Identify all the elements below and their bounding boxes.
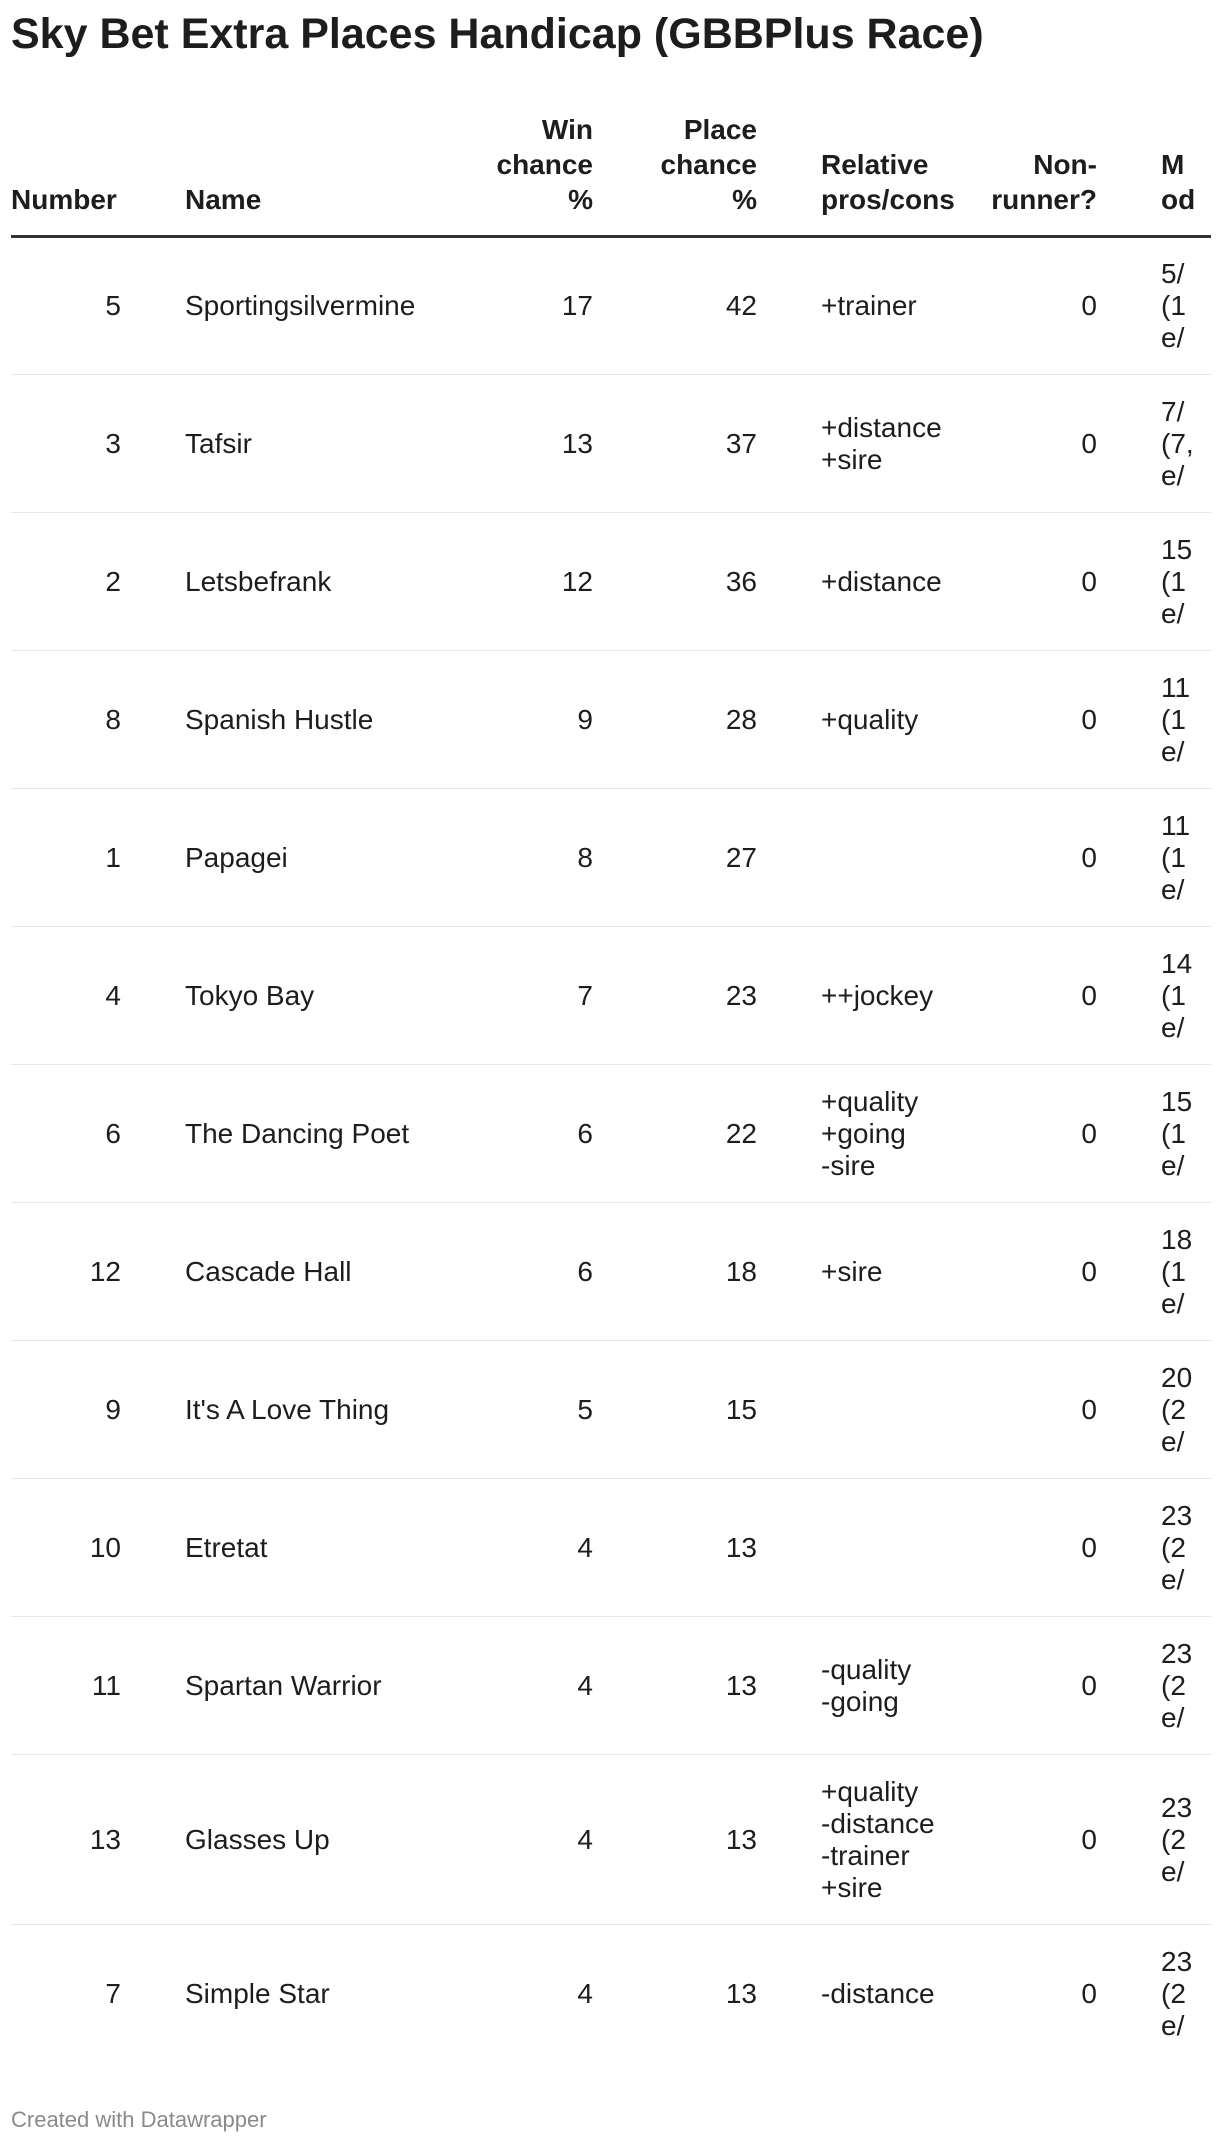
odds-line: 23 (1161, 1791, 1193, 1823)
cell-number: 9 (11, 1341, 121, 1479)
cell-name: Sportingsilvermine (185, 237, 485, 375)
odds-line: (1 (1161, 290, 1186, 321)
cell-non-runner: 0 (941, 1755, 1097, 1925)
cell-non-runner: 0 (941, 513, 1097, 651)
pros-cons-item: +quality (821, 703, 919, 735)
odds-line: e/ (1161, 1563, 1185, 1595)
cell-win-chance: 4 (577, 1977, 593, 2009)
header-odds[interactable] (1161, 112, 1211, 237)
table-row (11, 375, 1211, 513)
header-line: Place (683, 114, 757, 145)
cell-place-chance: 36 (593, 513, 757, 651)
cell-non-runner: 0 (941, 237, 1097, 375)
table-body (11, 237, 1211, 2063)
pros-cons-item: +quality (821, 1085, 919, 1117)
cell-win-chance: 6 (485, 1203, 593, 1341)
cell-odds (1161, 1203, 1211, 1341)
odds-line: (1 (1161, 565, 1186, 597)
header-row (11, 112, 1211, 237)
odds-line: (1 (1161, 979, 1186, 1011)
cell-place-chance: 27 (593, 789, 757, 927)
cell-name: Etretat (185, 1479, 485, 1617)
odds-line: 14 (1161, 947, 1193, 979)
cell-place-chance: 18 (593, 1203, 757, 1341)
odds-line: e/ (1161, 1287, 1185, 1319)
table-viewport[interactable] (11, 112, 1211, 2062)
cell-win-chance: 4 (485, 1755, 593, 1925)
cell-odds (1161, 1755, 1211, 1925)
cell-pros-cons (821, 651, 941, 789)
cell-number: 4 (11, 927, 121, 1065)
cell-place-chance: 28 (593, 651, 757, 789)
cell-place-chance: 13 (593, 1617, 757, 1755)
cell-win-chance: 7 (485, 927, 593, 1065)
odds-line: e/ (1161, 1855, 1185, 1887)
pros-cons-item: +sire (821, 443, 883, 475)
header-line: Non- (1033, 149, 1097, 180)
header-line: od (1161, 184, 1196, 215)
odds-line: e/ (1161, 735, 1185, 767)
odds-line: 23 (1161, 1637, 1193, 1669)
cell-odds (1161, 375, 1211, 513)
cell-win-chance: 4 (485, 1617, 593, 1755)
table-row (11, 789, 1211, 927)
odds-line: (1 (1161, 703, 1186, 735)
table-row (11, 1755, 1211, 1925)
cell-win-chance: 6 (485, 1065, 593, 1203)
cell-non-runner: 0 (941, 1065, 1097, 1203)
pros-cons-item: -distance (821, 1977, 935, 2009)
odds-line: 15 (1161, 533, 1193, 565)
pros-cons-item: +distance (821, 565, 942, 597)
table-row (11, 927, 1211, 1065)
odds-line: 23 (1161, 1499, 1193, 1531)
cell-name: Letsbefrank (185, 513, 485, 651)
cell-odds (1161, 1617, 1211, 1755)
cell-pros-cons (821, 1925, 941, 2063)
cell-name: Spartan Warrior (185, 1617, 485, 1755)
cell-place-chance: 15 (593, 1341, 757, 1479)
header-place-chance[interactable] (593, 112, 757, 237)
cell-non-runner: 0 (941, 1341, 1097, 1479)
cell-win-chance: 4 (485, 1479, 593, 1617)
odds-line: 11 (1161, 809, 1191, 841)
cell-name: The Dancing Poet (185, 1065, 485, 1203)
credit-footer: Created with Datawrapper (11, 2107, 267, 2132)
cell-odds (1161, 237, 1211, 375)
cell-pros-cons (821, 513, 941, 651)
cell-odds (1161, 513, 1211, 651)
cell-place-chance: 13 (593, 1755, 757, 1925)
cell-non-runner: 0 (941, 375, 1097, 513)
table-row (11, 1617, 1211, 1755)
cell-pros-cons (821, 927, 941, 1065)
cell-odds (1161, 1065, 1211, 1203)
odds-line: (1 (1161, 841, 1186, 873)
table-row (11, 1341, 1211, 1479)
cell-non-runner: 0 (1081, 1977, 1097, 2009)
cell-win-chance: 9 (485, 651, 593, 789)
header-non-runner[interactable] (941, 112, 1097, 237)
cell-name: Papagei (185, 789, 485, 927)
cell-non-runner: 0 (941, 789, 1097, 927)
table-row (11, 1479, 1211, 1617)
cell-number: 8 (11, 651, 121, 789)
cell-odds (1161, 1479, 1211, 1617)
odds-line: (7, (1161, 427, 1194, 459)
cell-win-chance: 12 (485, 513, 593, 651)
odds-line: (2 (1161, 1393, 1186, 1425)
odds-line: (2 (1161, 1823, 1186, 1855)
odds-line: 23 (1161, 1945, 1193, 1977)
cell-number: 2 (11, 513, 121, 651)
odds-line: 18 (1161, 1223, 1193, 1255)
odds-line: e/ (1161, 322, 1185, 353)
pros-cons-item: -going (821, 1685, 899, 1717)
header-pros-cons[interactable] (821, 112, 955, 237)
header-line: % (732, 184, 757, 215)
pros-cons-item: +sire (821, 1871, 883, 1903)
header-number[interactable]: Number (11, 112, 121, 237)
odds-line: (2 (1161, 1531, 1186, 1563)
odds-line: (2 (1161, 1977, 1186, 2009)
cell-number: 11 (11, 1617, 121, 1755)
header-line: % (568, 184, 593, 215)
pros-cons-item: ++jockey (821, 979, 934, 1011)
pros-cons-item: -sire (821, 1149, 876, 1181)
table-row (11, 1065, 1211, 1203)
odds-line: e/ (1161, 1149, 1185, 1181)
header-line: pros/cons (821, 184, 955, 215)
odds-line: e/ (1161, 1011, 1185, 1043)
cell-odds (1161, 789, 1211, 927)
cell-place-chance: 42 (593, 237, 757, 375)
table-row (11, 1203, 1211, 1341)
page-title: Sky Bet Extra Places Handicap (GBBPlus Race) (11, 10, 984, 58)
chart-container (11, 0, 1220, 2144)
cell-non-runner: 0 (941, 1479, 1097, 1617)
cell-pros-cons (821, 789, 941, 927)
cell-name: Tafsir (185, 375, 485, 513)
header-win-chance[interactable] (485, 112, 593, 237)
header-line: runner? (991, 184, 1097, 215)
pros-cons-item: +going (821, 1117, 906, 1149)
odds-line: (1 (1161, 1255, 1186, 1287)
cell-odds (1161, 651, 1211, 789)
pros-cons-item: -trainer (821, 1839, 910, 1871)
cell-win-chance: 13 (485, 375, 593, 513)
cell-pros-cons (821, 375, 941, 513)
cell-pros-cons (821, 1755, 941, 1925)
cell-name: It's A Love Thing (185, 1341, 485, 1479)
cell-pros-cons (821, 1203, 941, 1341)
cell-odds (1161, 927, 1211, 1065)
cell-non-runner: 0 (941, 1203, 1097, 1341)
cell-pros-cons (821, 1617, 941, 1755)
header-line: chance (660, 149, 757, 180)
cell-place-chance: 23 (593, 927, 757, 1065)
cell-number: 5 (11, 237, 121, 375)
odds-line: e/ (1161, 873, 1185, 905)
runners-table (11, 112, 1211, 2062)
cell-pros-cons (821, 1479, 941, 1617)
odds-line: e/ (1161, 597, 1185, 629)
cell-non-runner: 0 (941, 1617, 1097, 1755)
cell-win-chance: 5 (485, 1341, 593, 1479)
odds-line: (1 (1161, 1117, 1186, 1149)
table-row (11, 651, 1211, 789)
header-line: Win (541, 114, 593, 145)
cell-win-chance: 17 (485, 237, 593, 375)
cell-number: 1 (11, 789, 121, 927)
cell-name: Simple Star (185, 1977, 330, 2009)
cell-number: 7 (105, 1977, 121, 2009)
odds-line: e/ (1161, 2009, 1185, 2041)
odds-line: e/ (1161, 1425, 1185, 1457)
cell-name: Spanish Hustle (185, 651, 485, 789)
cell-number: 3 (11, 375, 121, 513)
odds-line: 20 (1161, 1361, 1193, 1393)
pros-cons-item: +quality (821, 1775, 919, 1807)
cell-pros-cons (821, 1341, 941, 1479)
pros-cons-item: -distance (821, 1807, 935, 1839)
cell-place-chance: 37 (593, 375, 757, 513)
table-row (11, 1925, 1211, 2063)
table-row (11, 513, 1211, 651)
cell-number: 12 (11, 1203, 121, 1341)
odds-line: e/ (1161, 1701, 1185, 1733)
cell-number: 13 (11, 1755, 121, 1925)
odds-line: (2 (1161, 1669, 1186, 1701)
cell-odds (1161, 1341, 1211, 1479)
cell-number: 10 (11, 1479, 121, 1617)
header-name[interactable]: Name (185, 112, 485, 237)
header-line: Relative (821, 149, 929, 180)
pros-cons-item: +sire (821, 1255, 883, 1287)
header-line: chance (496, 149, 593, 180)
pros-cons-item: -quality (821, 1653, 912, 1685)
cell-win-chance: 8 (485, 789, 593, 927)
cell-number: 6 (11, 1065, 121, 1203)
cell-place-chance: 13 (593, 1479, 757, 1617)
pros-cons-item: +trainer (821, 290, 917, 321)
table-row (11, 237, 1211, 375)
odds-line: e/ (1161, 459, 1185, 491)
cell-odds (1161, 1925, 1211, 2063)
cell-non-runner: 0 (941, 651, 1097, 789)
cell-non-runner: 0 (941, 927, 1097, 1065)
pros-cons-item: +distance (821, 411, 942, 443)
cell-place-chance: 22 (593, 1065, 757, 1203)
cell-place-chance: 13 (725, 1977, 757, 2009)
odds-line: 7/ (1161, 395, 1185, 427)
odds-line: 15 (1161, 1085, 1193, 1117)
header-line: M (1161, 149, 1185, 180)
cell-name: Glasses Up (185, 1755, 485, 1925)
odds-line: 11 (1161, 671, 1191, 703)
cell-name: Cascade Hall (185, 1203, 485, 1341)
cell-name: Tokyo Bay (185, 927, 485, 1065)
odds-line: 5/ (1161, 258, 1185, 289)
cell-pros-cons (821, 237, 941, 375)
cell-pros-cons (821, 1065, 941, 1203)
